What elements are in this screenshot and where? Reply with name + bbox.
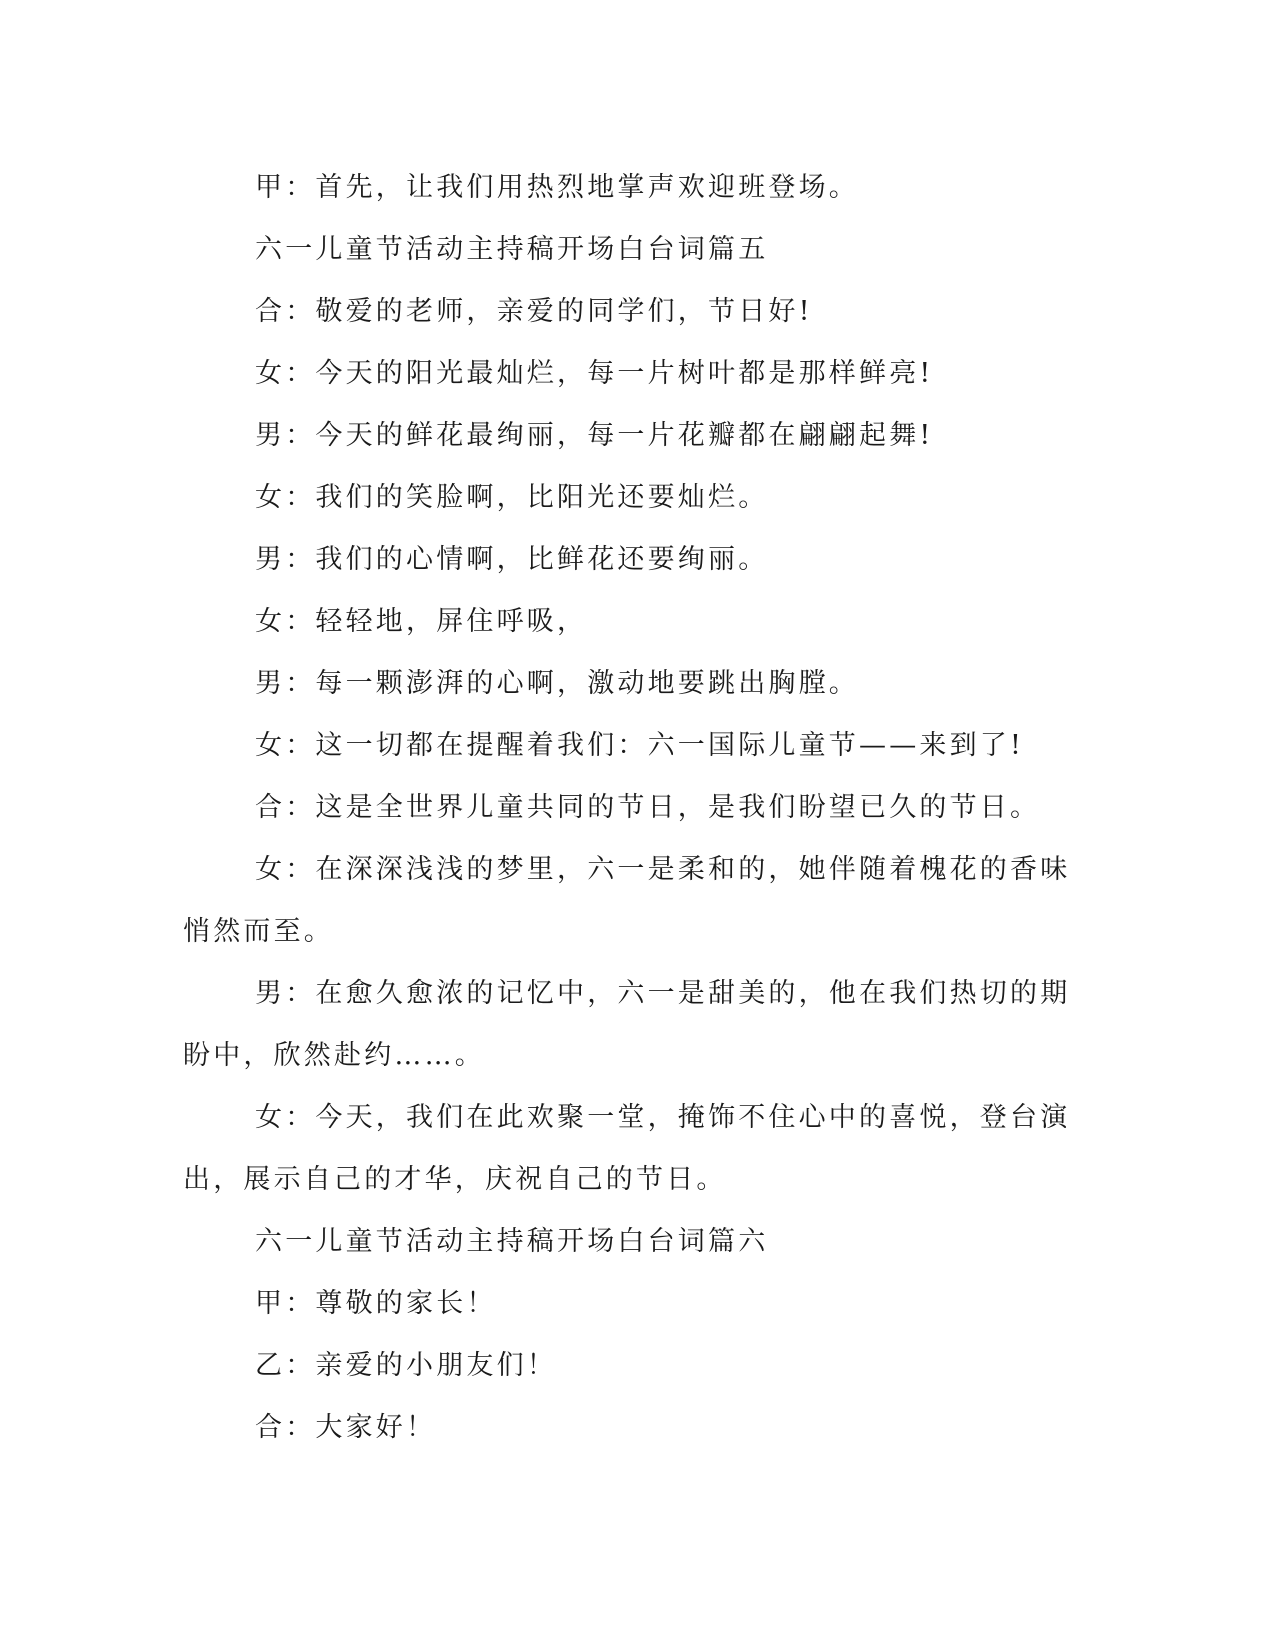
paragraph: 女：轻轻地，屏住呼吸， [255,606,588,637]
paragraph: 男：每一颗澎湃的心啊，激动地要跳出胸膛。 [255,668,859,699]
paragraph: 合：敬爱的老师，亲爱的同学们，节日好! [255,296,813,327]
section-heading: 六一儿童节活动主持稿开场白台词篇五 [255,234,769,265]
paragraph: 合：大家好！ [255,1412,437,1443]
paragraph: 甲：首先，让我们用热烈地掌声欢迎班登场。 [255,172,859,203]
section-heading: 六一儿童节活动主持稿开场白台词篇六 [255,1226,769,1257]
paragraph: 女：在深深浅浅的梦里，六一是柔和的，她伴随着槐花的香味悄然而至。 [183,854,1071,947]
paragraph: 乙：亲爱的小朋友们！ [255,1350,557,1381]
paragraph: 男：今天的鲜花最绚丽，每一片花瓣都在翩翩起舞! [255,420,934,451]
paragraph: 合：这是全世界儿童共同的节日，是我们盼望已久的节日。 [255,792,1041,823]
paragraph: 女：今天的阳光最灿烂，每一片树叶都是那样鲜亮! [255,358,934,389]
paragraph: 男：在愈久愈浓的记忆中，六一是甜美的，他在我们热切的期盼中，欣然赴约……。 [183,978,1071,1071]
paragraph: 女：我们的笑脸啊，比阳光还要灿烂。 [255,482,769,513]
paragraph: 女：今天，我们在此欢聚一堂，掩饰不住心中的喜悦，登台演出，展示自己的才华，庆祝自己的节日。 [183,1102,1071,1195]
document-body [183,157,1083,1459]
paragraph: 女：这一切都在提醒着我们：六一国际儿童节——来到了! [255,730,1025,761]
paragraph: 男：我们的心情啊，比鲜花还要绚丽。 [255,544,769,575]
paragraph: 甲：尊敬的家长！ [255,1288,497,1319]
